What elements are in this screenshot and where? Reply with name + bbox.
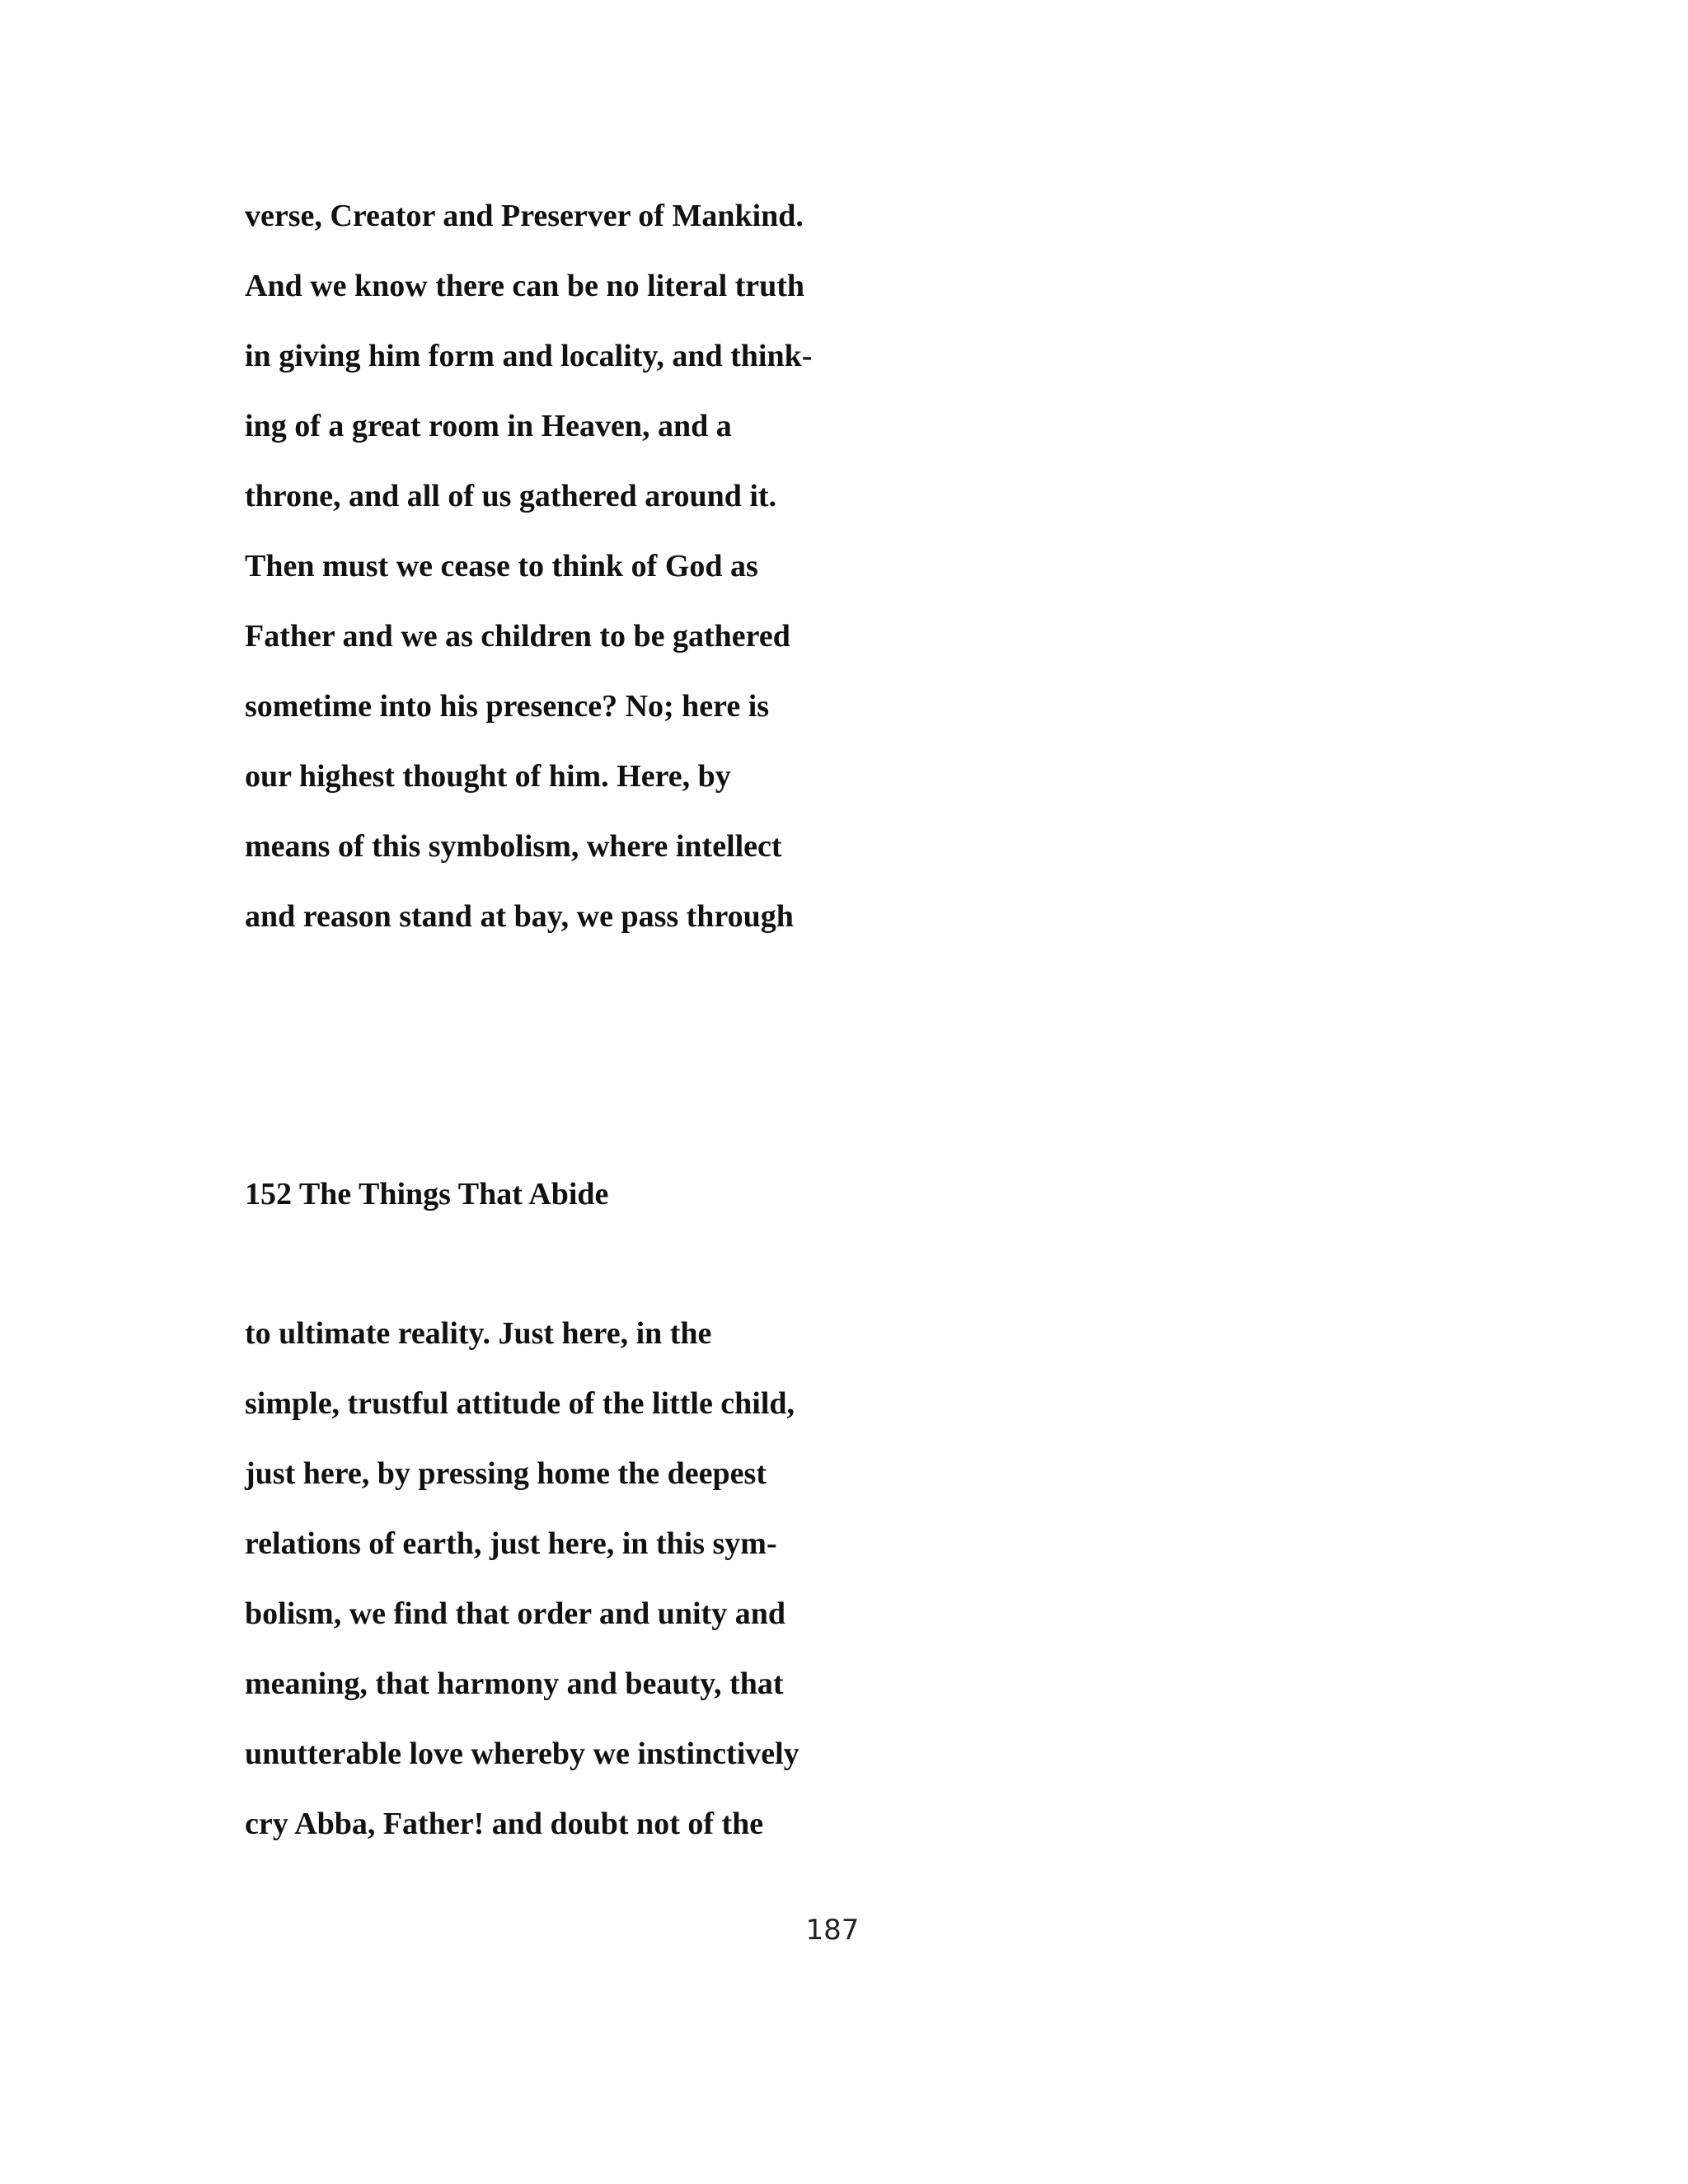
text-line: cry Abba, Father! and doubt not of the [245,1807,764,1841]
text-line: and reason stand at bay, we pass through [245,899,794,934]
text-line: Then must we cease to think of God as [245,549,758,583]
text-line: to ultimate reality. Just here, in the [245,1316,712,1351]
text-line: just here, by pressing home the deepest [245,1456,767,1491]
text-line: bolism, we find that order and unity and [245,1596,785,1631]
text-line: verse, Creator and Preserver of Mankind. [245,199,804,233]
text-line: unutterable love whereby we instinctively [245,1736,799,1771]
text-line: means of this symbolism, where intellect [245,829,782,864]
text-line: throne, and all of us gathered around it. [245,479,777,513]
text-line: And we know there can be no literal truth [245,269,805,303]
top-paragraph [245,181,1399,952]
text-line: ing of a great room in Heaven, and a [245,409,732,443]
text-line: in giving him form and locality, and think- [245,339,813,373]
bottom-paragraph [245,1299,1399,1859]
text-line: Father and we as children to be gathered [245,619,790,654]
text-line: simple, trustful attitude of the little child, [245,1386,795,1421]
text-line: meaning, that harmony and beauty, that [245,1666,784,1701]
running-head: 152 The Things That Abide [245,1177,609,1212]
text-line: our highest thought of him. Here, by [245,759,731,794]
text-line: sometime into his presence? No; here is [245,689,770,724]
page-number: 187 [805,1914,860,1947]
text-line: relations of earth, just here, in this sym- [245,1526,777,1561]
